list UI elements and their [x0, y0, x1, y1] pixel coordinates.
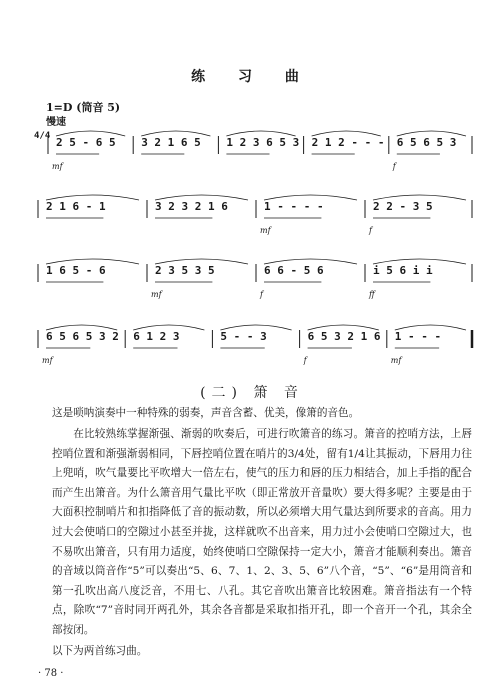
- measure: 5 - - 3: [220, 330, 267, 343]
- dynamic-marking: ff: [369, 290, 375, 299]
- staff-graphics: [34, 318, 474, 372]
- measure: 3 2 3 2 1 6: [155, 200, 228, 213]
- time-signature: 4/4: [34, 131, 51, 141]
- measure: 2 2 - 3 5: [373, 200, 433, 213]
- staff-line: [34, 188, 474, 242]
- measure: 6 1 2 3: [133, 330, 180, 343]
- measure: 6 5 6 5 3 2: [46, 330, 119, 343]
- staff-line: [34, 124, 474, 178]
- dynamic-marking: f: [392, 162, 396, 171]
- staff-graphics: [34, 188, 474, 242]
- section-title: (二) 箫 音: [200, 385, 304, 401]
- paragraph-intro: 这是唢呐演奏中一种特殊的弱奏，声音含蓄、优美，像箫的音色。: [52, 407, 360, 419]
- staff-graphics: [34, 252, 474, 306]
- dynamic-marking: f: [260, 290, 263, 299]
- measure: 2 5 - 6 5: [56, 136, 116, 149]
- paragraph-closing: 以下为两首练习曲。: [52, 645, 148, 657]
- staff-line: [34, 252, 474, 306]
- key-signature: 1=D (筒音 5): [46, 101, 121, 114]
- tempo-marking: 慢速: [46, 117, 66, 128]
- measure: 1 6 5 - 6: [46, 264, 106, 277]
- dynamic-marking: mf: [42, 356, 53, 365]
- dynamic-marking: mf: [260, 226, 271, 235]
- dynamic-marking: mf: [151, 290, 162, 299]
- measure: i 5 6 i i: [373, 264, 433, 277]
- measure: 6 6 - 5 6: [264, 264, 324, 277]
- measure: 2 3 5 3 5: [155, 264, 215, 277]
- dynamic-marking: f: [303, 356, 307, 365]
- staff-line: [34, 318, 474, 372]
- paragraph-method: 在比较熟练掌握渐强、渐弱的吹奏后，可进行吹箫音的练习。箫音的控哨方法，上唇控哨位置和渐强渐弱相同，下唇控哨位置在哨片的3/4处，留有1/4让其振动，下唇用力往上兜哨，吹气量要比平吹增大一倍左右，使气的压力和唇的压力相结合，加上手指的配合而产生出箫音。为什么箫音用气量比平吹（即正常放开音量吹）要大得多呢？主要是由于大面积控制哨片和扣指降低了音的振动数，所以必须增大用气量达到所要求的音高。用力过大会使哨口的空隙过小甚至并拢，这样就吹不出音来，用力过小会使哨口空隙过大，也不易吹出箫音，只有用力适度，始终使哨口空隙保持一定大小，箫音才能顺利奏出。箫音的音域以筒音作“5”可以奏出“5、6、7、1、2、3、5、6”八个音，“5”、“6”是用筒音和第一孔吹出高八度泛音，不用七、八孔。其它音吹出箫音比较困难。箫音指法有一个特点，除吹“7”音时同开两孔外，其余各音都是采取扣指开孔，即一个音开一个孔，其余全部按闭。: [52, 428, 472, 636]
- staff-graphics: [34, 124, 474, 178]
- measure: 1 - - -: [394, 330, 442, 343]
- page-number: · 78 ·: [38, 668, 64, 679]
- measure: 1 - - - -: [264, 200, 324, 213]
- measure: 2 1 6 - 1: [46, 200, 106, 213]
- measure: 1 2 3 6 5 3: [226, 136, 300, 149]
- exercise-title: 练 习 曲: [191, 69, 313, 85]
- dynamic-marking: mf: [52, 162, 63, 171]
- measure: 6 5 3 2 1 6: [307, 330, 381, 343]
- measure: 6 5 6 5 3: [396, 136, 457, 149]
- dynamic-marking: f: [369, 226, 372, 235]
- dynamic-marking: mf: [390, 356, 402, 365]
- measure: 2 1 2 - - -: [311, 136, 385, 149]
- measure: 3 2 1 6 5: [141, 136, 201, 149]
